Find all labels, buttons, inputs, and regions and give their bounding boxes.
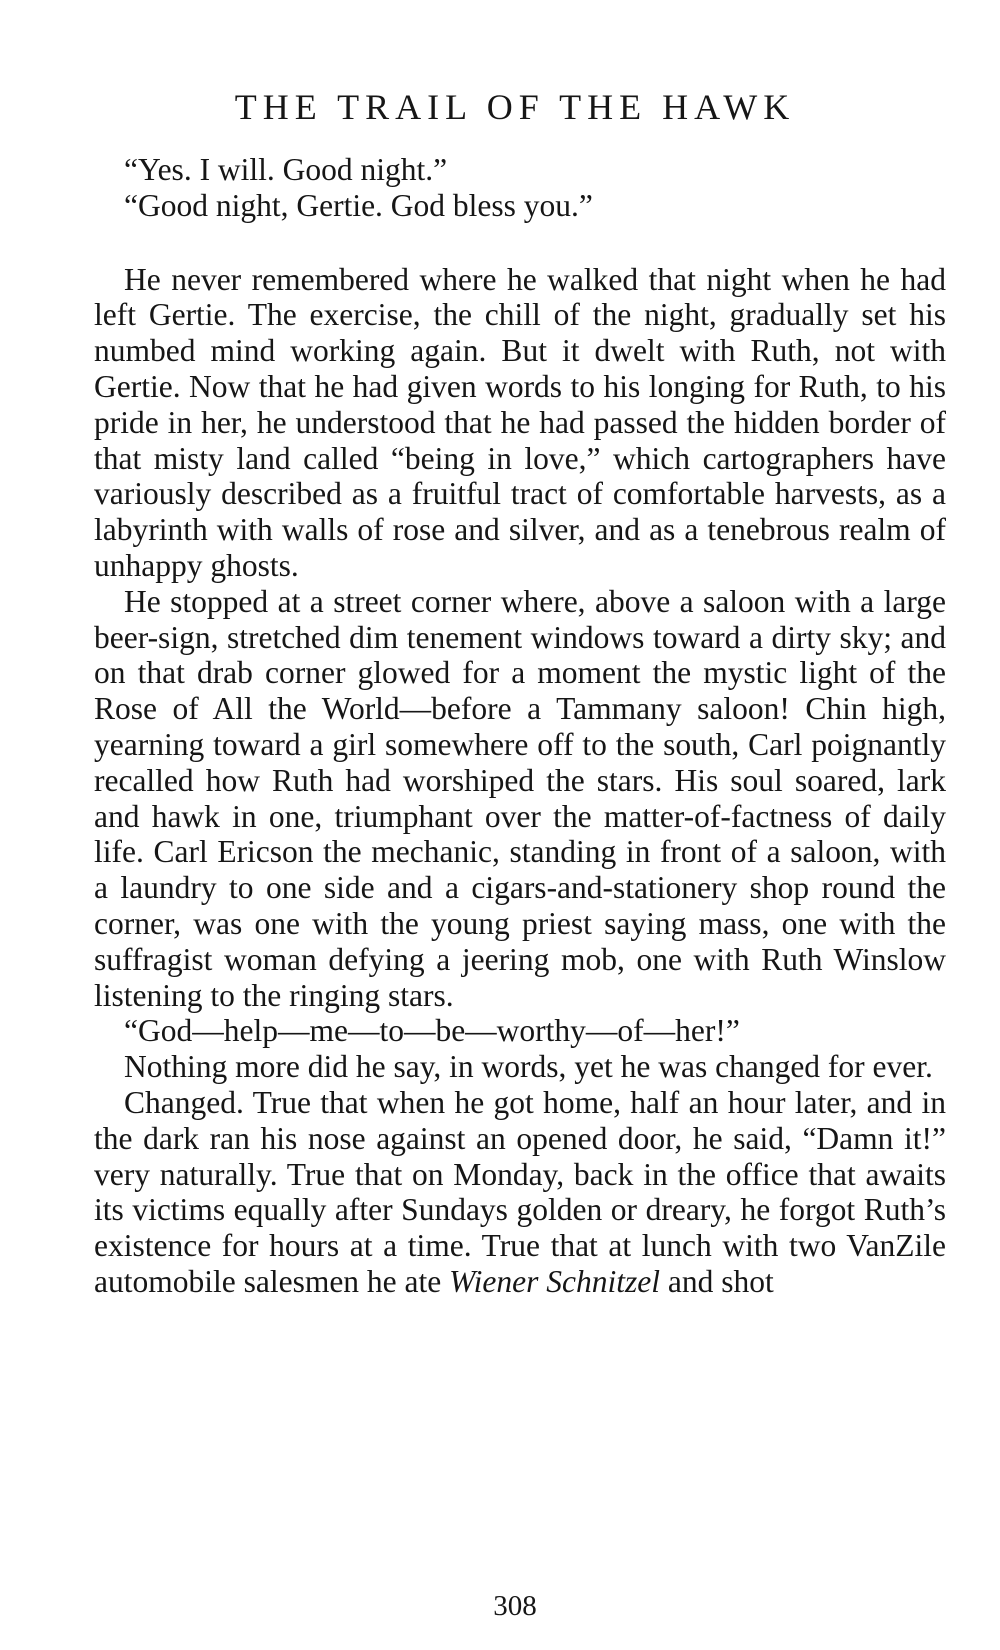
italic-phrase: Wiener Schnitzel xyxy=(449,1263,660,1299)
dialogue-line: “Good night, Gertie. God bless you.” xyxy=(124,187,593,223)
page-number: 308 xyxy=(493,1590,537,1622)
paragraph: He stopped at a street corner where, above a saloon with a large beer-sign, stretched dim tenement windows toward a dirty sky; and on that drab corner glowed for a moment the mystic light of the Rose of All the World—before a Tammany saloon! Chin high, yearning toward a girl somewhere off to the south, Carl poignantly recalled how Ruth had worshiped the stars. His soul soared, lark and hawk in one, triumphant over the matter-of-factness of daily life. Carl Ericson the mechanic, standing in front of a saloon, with a laundry to one side and a cigars-and-stationery shop round the corner, was one with the young priest saying mass, one with the suffragist woman defying a jeering mob, one with Ruth Winslow listening to the ringing stars. xyxy=(94,583,946,1013)
paragraph xyxy=(94,1085,946,1300)
dialogue-line: “God—help—me—to—be—worthy—of—her!” xyxy=(124,1013,740,1049)
paragraph: He never remembered where he walked that night when he had left Gertie. The exercise, the chill of the night, gradually set his numbed mind working again. But it dwelt with Ruth, not with Gertie. Now that he had given words to his longing for Ruth, to his pride in her, he understood that he had passed the hidden border of that misty land called “being in love,” which cartographers have variously described as a fruitful tract of comfortable harvests, as a labyrinth with walls of rose and silver, and as a tenebrous realm of unhappy ghosts. xyxy=(94,261,946,583)
paragraph-text: Changed. True that when he got home, half an hour later, and in the dark ran his nose against an opened door, he said, “Damn it!” very naturally. True that on Monday, back in the office that awaits its victims equally after Sundays golden or dreary, he forgot Ruth’s existence for hours at a time. True that at lunch with two VanZile automobile salesmen he ate xyxy=(94,1084,946,1299)
body-text xyxy=(94,152,946,1300)
dialogue-line: “Yes. I will. Good night.” xyxy=(124,152,448,187)
section-gap xyxy=(94,224,946,262)
paragraph-text: and shot xyxy=(659,1263,774,1299)
running-header: THE TRAIL OF THE HAWK xyxy=(234,87,796,127)
paragraph: Nothing more did he say, in words, yet he was changed for ever. xyxy=(124,1049,933,1085)
